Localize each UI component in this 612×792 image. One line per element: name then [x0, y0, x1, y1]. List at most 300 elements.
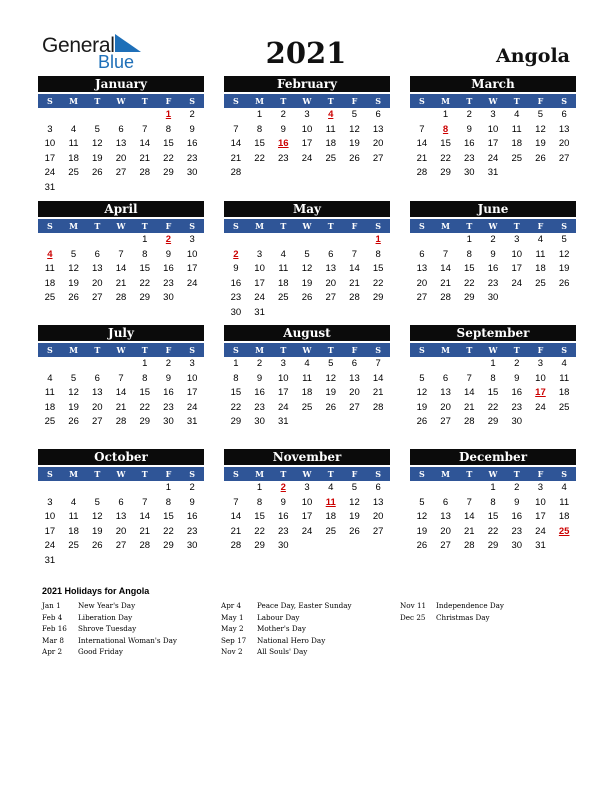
week-row — [38, 181, 204, 196]
empty-day-cell — [248, 166, 272, 181]
day-cell: 7 — [142, 496, 148, 508]
weekday-header — [38, 94, 204, 108]
empty-day-cell — [529, 291, 553, 306]
day-cell: 18 — [278, 277, 289, 289]
weekday-label: W — [116, 345, 126, 355]
empty-day-cell — [271, 233, 295, 248]
holiday-day-cell: 17 — [535, 387, 546, 398]
empty-day-cell — [457, 481, 481, 496]
day-cell: 26 — [92, 167, 103, 178]
empty-day-cell — [109, 481, 133, 496]
day-cell: 15 — [139, 387, 151, 398]
empty-day-cell — [319, 166, 343, 181]
day-cell: 12 — [416, 387, 428, 398]
weekday-label: M — [441, 469, 450, 479]
day-cell: 14 — [416, 138, 428, 149]
day-cell: 4 — [47, 372, 53, 384]
day-cell: 30 — [487, 292, 499, 303]
day-cell: 14 — [115, 263, 127, 274]
day-cell: 3 — [537, 358, 544, 369]
weekday-label: T — [141, 96, 148, 106]
week-row — [224, 233, 390, 248]
week-row — [410, 539, 576, 554]
day-cell: 11 — [302, 372, 312, 384]
weekday-label: S — [46, 221, 53, 231]
weekday-label: T — [327, 221, 334, 231]
day-cell: 1 — [490, 358, 496, 369]
weekday-label: W — [302, 345, 312, 355]
holiday-day-cell: 8 — [442, 123, 449, 135]
empty-day-cell — [366, 306, 390, 321]
holiday-date: May 2 — [221, 624, 244, 633]
week-row — [38, 415, 204, 430]
empty-day-cell — [133, 108, 157, 123]
week-row — [38, 262, 204, 277]
day-cell: 29 — [163, 167, 174, 178]
day-cell: 10 — [535, 496, 546, 508]
day-cell: 5 — [537, 109, 544, 120]
day-cell: 9 — [514, 496, 520, 508]
day-cell: 3 — [189, 358, 195, 369]
week-row — [410, 123, 576, 138]
day-cell: 11 — [325, 123, 336, 135]
day-cell: 1 — [256, 482, 263, 493]
day-cell: 8 — [490, 372, 496, 384]
day-cell: 19 — [416, 525, 428, 537]
day-cell: 27 — [325, 292, 337, 303]
day-cell: 6 — [118, 496, 124, 508]
day-cell: 8 — [165, 123, 172, 135]
day-cell: 6 — [375, 482, 381, 493]
day-cell: 9 — [280, 123, 286, 135]
day-cell: 27 — [440, 540, 451, 551]
empty-day-cell — [109, 233, 133, 248]
day-cell: 15 — [464, 263, 475, 274]
day-cell: 2 — [189, 482, 195, 493]
weekday-header — [224, 94, 390, 108]
holiday-day-cell: 16 — [278, 138, 289, 149]
day-cell: 31 — [487, 167, 499, 178]
day-cell: 24 — [301, 525, 313, 537]
day-cell: 2 — [514, 482, 520, 493]
day-cell: 22 — [440, 152, 451, 164]
weekday-label: T — [94, 345, 101, 355]
day-cell: 7 — [233, 496, 239, 508]
day-cell: 23 — [230, 292, 242, 303]
day-cell: 7 — [118, 372, 124, 384]
empty-day-cell — [133, 481, 157, 496]
day-cell: 11 — [511, 123, 522, 135]
day-cell: 24 — [535, 525, 546, 537]
day-cell: 6 — [94, 248, 100, 260]
day-cell: 17 — [535, 511, 546, 522]
day-cell: 29 — [487, 416, 499, 427]
day-cell: 5 — [94, 496, 100, 508]
empty-day-cell — [552, 291, 576, 306]
day-cell: 30 — [186, 540, 198, 551]
day-cell: 6 — [118, 123, 124, 135]
week-row — [410, 166, 576, 181]
week-row — [38, 108, 204, 123]
month-august — [224, 325, 390, 430]
holiday-item — [221, 647, 352, 659]
empty-day-cell — [505, 166, 529, 181]
weekday-label: S — [561, 345, 568, 355]
weekday-label: W — [116, 469, 126, 479]
empty-day-cell — [85, 233, 109, 248]
country-name: Angola — [495, 45, 570, 67]
empty-day-cell — [62, 554, 86, 569]
month-title: January — [38, 76, 204, 94]
day-cell: 24 — [44, 167, 56, 178]
day-cell: 24 — [511, 277, 523, 289]
day-cell: 22 — [230, 401, 242, 413]
day-cell: 16 — [230, 277, 242, 289]
day-cell: 29 — [254, 540, 265, 551]
day-cell: 22 — [254, 525, 265, 537]
week-row — [224, 525, 390, 540]
empty-day-cell — [224, 481, 248, 496]
holiday-item — [221, 601, 352, 613]
day-cell: 3 — [256, 248, 263, 260]
day-cell: 18 — [44, 401, 56, 413]
day-cell: 5 — [328, 358, 334, 369]
day-cell: 4 — [328, 482, 334, 493]
empty-day-cell — [552, 415, 576, 430]
day-cell: 1 — [256, 109, 263, 120]
day-cell: 31 — [254, 306, 265, 318]
day-cell: 8 — [466, 248, 472, 260]
day-cell: 1 — [142, 358, 148, 369]
day-cell: 12 — [301, 263, 313, 274]
day-cell: 3 — [490, 109, 496, 120]
empty-day-cell — [109, 108, 133, 123]
day-cell: 29 — [487, 540, 499, 551]
day-cell: 28 — [115, 416, 127, 427]
day-cell: 15 — [440, 138, 451, 149]
day-cell: 22 — [487, 401, 499, 413]
weekday-label: F — [537, 96, 544, 106]
day-cell: 18 — [325, 511, 337, 522]
day-cell: 3 — [47, 123, 53, 135]
holiday-name: Liberation Day — [78, 612, 133, 622]
week-row — [38, 248, 204, 263]
day-cell: 19 — [416, 401, 428, 413]
week-row — [38, 510, 204, 525]
day-cell: 11 — [68, 511, 79, 522]
holiday-item — [400, 601, 504, 613]
day-cell: 22 — [139, 401, 151, 413]
logo-triangle-icon — [115, 34, 141, 52]
day-cell: 25 — [44, 416, 56, 427]
holiday-name: International Woman's Day — [78, 635, 177, 645]
day-cell: 15 — [487, 511, 499, 522]
day-cell: 11 — [44, 263, 55, 274]
holiday-date: Apr 4 — [221, 601, 242, 610]
day-cell: 30 — [186, 167, 198, 178]
week-row — [38, 291, 204, 306]
weekday-header — [224, 219, 390, 233]
empty-day-cell — [295, 306, 319, 321]
month-march — [410, 76, 576, 181]
week-row — [224, 510, 390, 525]
weekday-label: S — [561, 469, 568, 479]
weekday-label: F — [537, 345, 544, 355]
empty-day-cell — [529, 166, 553, 181]
weekday-label: S — [561, 221, 568, 231]
day-cell: 6 — [94, 372, 100, 384]
holiday-item — [42, 613, 177, 625]
empty-day-cell — [180, 291, 204, 306]
day-cell: 9 — [514, 372, 520, 384]
empty-day-cell — [62, 481, 86, 496]
empty-day-cell — [319, 415, 343, 430]
week-row — [38, 525, 204, 540]
weekday-label: F — [537, 469, 544, 479]
day-cell: 21 — [416, 152, 428, 164]
day-cell: 1 — [466, 234, 472, 245]
day-cell: 12 — [325, 372, 337, 384]
month-title: July — [38, 325, 204, 343]
day-cell: 25 — [68, 167, 79, 178]
holiday-column — [400, 601, 504, 624]
weekday-label: S — [232, 469, 239, 479]
weekday-label: T — [280, 221, 287, 231]
day-cell: 27 — [372, 525, 384, 537]
holiday-item — [42, 636, 177, 648]
day-cell: 20 — [92, 277, 103, 289]
day-cell: 17 — [487, 138, 499, 149]
day-cell: 12 — [68, 263, 79, 274]
month-june — [410, 201, 576, 306]
weekday-label: S — [46, 469, 53, 479]
holiday-date: Sep 17 — [221, 635, 247, 645]
month-february — [224, 76, 390, 181]
weekday-label: F — [351, 469, 358, 479]
day-cell: 13 — [440, 387, 451, 398]
day-cell: 15 — [163, 138, 174, 149]
day-cell: 13 — [372, 496, 384, 508]
day-cell: 1 — [490, 482, 496, 493]
day-cell: 14 — [139, 511, 151, 522]
day-cell: 13 — [349, 372, 360, 384]
day-cell: 30 — [163, 416, 174, 427]
empty-day-cell — [157, 554, 181, 569]
empty-day-cell — [366, 166, 390, 181]
weekday-label: M — [255, 469, 264, 479]
week-row — [410, 415, 576, 430]
day-cell: 2 — [165, 358, 172, 369]
empty-day-cell — [529, 415, 553, 430]
week-row — [410, 357, 576, 372]
day-cell: 23 — [163, 277, 174, 289]
weekday-label: T — [466, 345, 473, 355]
day-cell: 4 — [537, 234, 544, 245]
day-cell: 5 — [70, 372, 77, 384]
day-cell: 11 — [535, 248, 546, 260]
weekday-label: F — [351, 221, 358, 231]
weekday-label: T — [280, 96, 287, 106]
day-cell: 23 — [186, 525, 198, 537]
day-cell: 3 — [537, 482, 544, 493]
empty-day-cell — [133, 554, 157, 569]
week-row — [224, 357, 390, 372]
week-row — [38, 386, 204, 401]
empty-day-cell — [343, 233, 367, 248]
day-cell: 9 — [280, 496, 286, 508]
day-cell: 20 — [115, 152, 127, 164]
weekday-label: S — [232, 345, 239, 355]
empty-day-cell — [85, 481, 109, 496]
holiday-name: Independence Day — [436, 601, 504, 610]
day-cell: 26 — [535, 152, 546, 164]
day-cell: 14 — [230, 138, 242, 149]
day-cell: 18 — [325, 138, 337, 149]
day-cell: 26 — [349, 152, 360, 164]
day-cell: 12 — [349, 123, 360, 135]
day-cell: 25 — [325, 152, 337, 164]
week-row — [410, 248, 576, 263]
day-cell: 15 — [163, 511, 174, 522]
day-cell: 14 — [464, 387, 475, 398]
day-cell: 10 — [511, 248, 523, 260]
day-cell: 26 — [68, 292, 79, 303]
day-cell: 27 — [372, 152, 384, 164]
day-cell: 19 — [92, 525, 103, 537]
weekday-label: T — [466, 96, 473, 106]
day-cell: 28 — [349, 292, 360, 303]
day-cell: 14 — [115, 387, 127, 398]
day-cell: 21 — [464, 401, 475, 413]
week-row — [224, 166, 390, 181]
day-cell: 31 — [278, 416, 289, 427]
day-cell: 19 — [535, 138, 546, 149]
day-cell: 22 — [254, 152, 265, 164]
day-cell: 26 — [558, 277, 570, 289]
weekday-label: T — [513, 469, 520, 479]
weekday-label: S — [418, 96, 425, 106]
day-cell: 13 — [325, 263, 337, 274]
weekday-label: W — [116, 221, 126, 231]
holiday-item — [221, 636, 352, 648]
day-cell: 10 — [301, 496, 313, 508]
empty-day-cell — [366, 539, 390, 554]
day-cell: 29 — [163, 540, 174, 551]
day-cell: 19 — [558, 263, 570, 274]
day-cell: 15 — [254, 511, 265, 522]
holiday-date: Nov 2 — [221, 647, 243, 656]
month-title: November — [224, 449, 390, 467]
empty-day-cell — [434, 357, 458, 372]
day-cell: 17 — [186, 387, 198, 398]
holiday-day-cell: 25 — [558, 525, 570, 537]
day-cell: 28 — [115, 292, 127, 303]
holiday-column — [221, 601, 352, 659]
empty-day-cell — [410, 233, 434, 248]
day-cell: 4 — [561, 358, 567, 369]
day-cell: 9 — [189, 123, 195, 135]
day-cell: 9 — [490, 248, 496, 260]
month-title: February — [224, 76, 390, 94]
empty-day-cell — [85, 181, 109, 196]
day-cell: 2 — [514, 358, 520, 369]
weekday-label: S — [418, 221, 425, 231]
empty-day-cell — [180, 554, 204, 569]
day-cell: 6 — [328, 248, 334, 260]
month-may — [224, 201, 390, 320]
day-cell: 21 — [139, 525, 151, 537]
day-cell: 29 — [230, 416, 242, 427]
day-cell: 3 — [47, 496, 53, 508]
week-row — [224, 386, 390, 401]
weekday-label: F — [165, 345, 172, 355]
day-cell: 9 — [189, 496, 195, 508]
day-cell: 8 — [142, 248, 148, 260]
day-cell: 30 — [163, 292, 174, 303]
week-row — [224, 123, 390, 138]
day-cell: 14 — [372, 372, 384, 384]
weekday-label: T — [327, 96, 334, 106]
weekday-label: S — [46, 96, 53, 106]
day-cell: 31 — [44, 181, 56, 193]
week-row — [38, 372, 204, 387]
holiday-day-cell: 4 — [328, 109, 334, 120]
day-cell: 24 — [301, 152, 313, 164]
holiday-day-cell: 2 — [280, 482, 286, 493]
day-cell: 10 — [186, 248, 198, 260]
month-title: May — [224, 201, 390, 219]
day-cell: 20 — [440, 401, 451, 413]
day-cell: 16 — [163, 387, 174, 398]
month-january — [38, 76, 204, 195]
weekday-label: S — [189, 221, 196, 231]
holiday-item — [400, 613, 504, 625]
day-cell: 16 — [464, 138, 475, 149]
day-cell: 15 — [139, 263, 151, 274]
day-cell: 13 — [416, 263, 428, 274]
empty-day-cell — [62, 233, 86, 248]
day-cell: 31 — [44, 554, 56, 566]
day-cell: 16 — [163, 263, 174, 274]
day-cell: 7 — [351, 248, 358, 260]
week-row — [224, 248, 390, 263]
day-cell: 7 — [442, 248, 449, 260]
day-cell: 28 — [416, 167, 428, 178]
day-cell: 7 — [233, 123, 239, 135]
day-cell: 28 — [440, 292, 451, 303]
day-cell: 24 — [278, 401, 289, 413]
week-row — [38, 137, 204, 152]
day-cell: 19 — [325, 387, 337, 398]
holiday-name: Shrove Tuesday — [78, 624, 137, 633]
day-cell: 19 — [68, 277, 79, 289]
week-row — [38, 554, 204, 569]
day-cell: 16 — [511, 387, 523, 398]
day-cell: 15 — [254, 138, 265, 149]
weekday-header — [410, 343, 576, 357]
empty-day-cell — [224, 233, 248, 248]
day-cell: 9 — [233, 263, 239, 274]
weekday-label: W — [488, 345, 498, 355]
day-cell: 23 — [278, 152, 289, 164]
day-cell: 23 — [511, 525, 523, 537]
week-row — [410, 372, 576, 387]
holiday-name: Good Friday — [78, 647, 123, 656]
empty-day-cell — [295, 233, 319, 248]
weekday-label: F — [537, 221, 544, 231]
day-cell: 27 — [115, 540, 127, 551]
day-cell: 10 — [186, 372, 198, 384]
